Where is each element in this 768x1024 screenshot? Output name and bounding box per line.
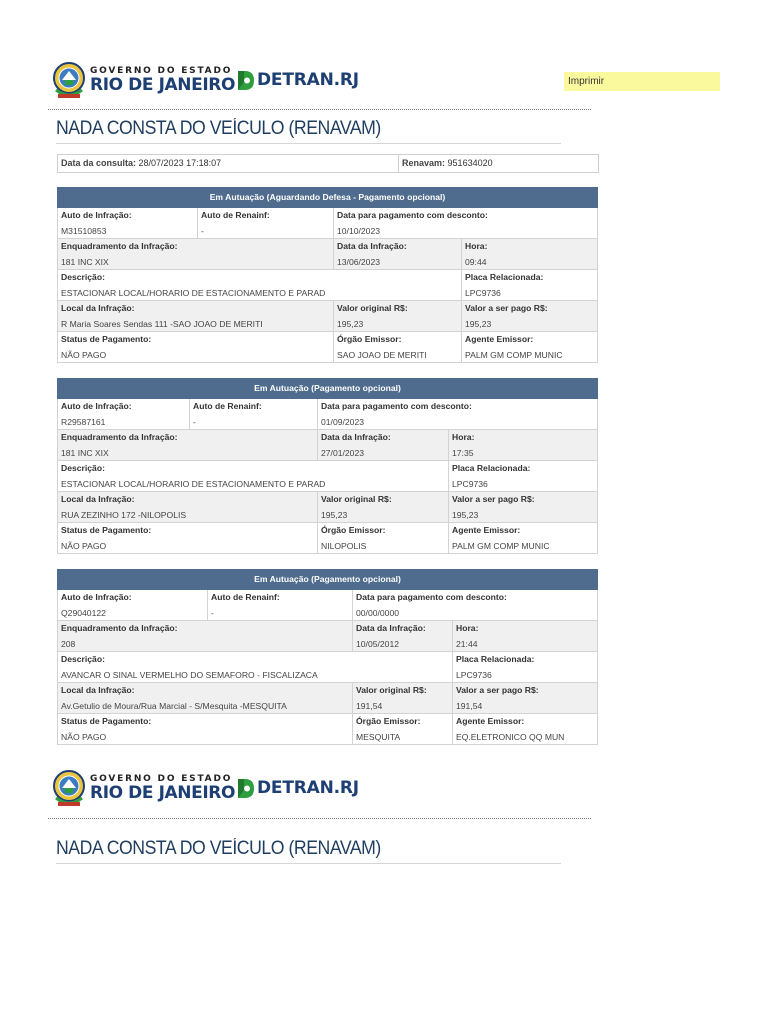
label-hora: Hora: xyxy=(456,623,479,633)
valor-pago: 195,23 xyxy=(452,510,479,520)
auto-infracao: M31510853 xyxy=(61,226,107,236)
infraction-row xyxy=(57,590,598,621)
label-status: Status de Pagamento: xyxy=(61,525,152,535)
label-status: Status de Pagamento: xyxy=(61,716,152,726)
label-local: Local da Infração: xyxy=(61,303,135,313)
label-placa: Placa Relacionada: xyxy=(456,654,535,664)
label-renainf: Auto de Renainf: xyxy=(201,210,270,220)
infraction-row xyxy=(57,208,598,239)
infraction-row xyxy=(57,239,598,270)
infraction-row xyxy=(57,301,598,332)
rj-state-seal-icon xyxy=(52,60,86,100)
label-orgao: Órgão Emissor: xyxy=(321,525,386,535)
label-agente: Agente Emissor: xyxy=(452,525,521,535)
label-valor-original: Valor original R$: xyxy=(356,685,427,695)
page-title: NADA CONSTA DO VEÍCULO (RENAVAM) xyxy=(56,118,561,144)
rj-state-seal-icon xyxy=(52,768,86,808)
label-data-infracao: Data da Infração: xyxy=(321,432,391,442)
renavam-label: Renavam: xyxy=(402,158,446,168)
hora: 21:44 xyxy=(456,639,478,649)
infraction-card xyxy=(57,187,598,363)
divider xyxy=(48,818,591,819)
label-valor-pago: Valor a ser pago R$: xyxy=(452,494,535,504)
infraction-row xyxy=(57,270,598,301)
placa: LPC9736 xyxy=(452,479,488,489)
label-valor-original: Valor original R$: xyxy=(337,303,408,313)
descricao: ESTACIONAR LOCAL/HORARIO DE ESTACIONAMENTO E PARAD xyxy=(61,288,326,298)
detran-logo-text: DETRAN.RJ xyxy=(257,70,359,90)
status-pagamento: NÃO PAGO xyxy=(61,732,107,742)
label-hora: Hora: xyxy=(465,241,488,251)
auto-renainf: - xyxy=(211,608,214,618)
government-logo-text xyxy=(90,66,235,95)
valor-pago: 195,23 xyxy=(465,319,492,329)
descricao: AVANCAR O SINAL VERMELHO DO SEMAFORO - FISCALIZACA xyxy=(61,670,318,680)
infraction-row xyxy=(57,461,598,492)
government-logo-text xyxy=(90,774,235,803)
data-desconto: 00/00/0000 xyxy=(356,608,400,618)
label-orgao: Órgão Emissor: xyxy=(337,334,402,344)
label-agente: Agente Emissor: xyxy=(465,334,534,344)
agente-emissor: PALM GM COMP MUNIC xyxy=(465,350,563,360)
infraction-row xyxy=(57,492,598,523)
auto-infracao: R29587161 xyxy=(61,417,106,427)
print-button[interactable]: Imprimir xyxy=(564,72,720,91)
detran-logo xyxy=(236,777,360,801)
label-hora: Hora: xyxy=(452,432,475,442)
infraction-row xyxy=(57,652,598,683)
local-infracao: RUA ZEZINHO 172 -NILOPOLIS xyxy=(61,510,187,520)
data-infracao: 10/05/2012 xyxy=(356,639,400,649)
auto-renainf: - xyxy=(193,417,196,427)
agente-emissor: EQ.ELETRONICO QQ MUN xyxy=(456,732,565,742)
infraction-row xyxy=(57,332,598,363)
label-local: Local da Infração: xyxy=(61,685,135,695)
label-placa: Placa Relacionada: xyxy=(465,272,544,282)
label-data-infracao: Data da Infração: xyxy=(356,623,426,633)
page-title: NADA CONSTA DO VEÍCULO (RENAVAM) xyxy=(56,838,561,864)
label-enquadramento: Enquadramento da Infração: xyxy=(61,623,178,633)
label-auto: Auto de Infração: xyxy=(61,401,132,411)
renavam-number: 951634020 xyxy=(447,158,493,168)
status-pagamento: NÃO PAGO xyxy=(61,541,107,551)
label-descricao: Descrição: xyxy=(61,272,105,282)
infraction-status-header: Em Autuação (Pagamento opcional) xyxy=(57,569,598,590)
enquadramento: 181 INC XIX xyxy=(61,448,109,458)
hora: 09:44 xyxy=(465,257,487,267)
infraction-row xyxy=(57,430,598,461)
local-infracao: Av.Getulio de Moura/Rua Marcial - S/Mesquita -MESQUITA xyxy=(61,701,287,711)
detran-logo xyxy=(236,69,360,93)
enquadramento: 208 xyxy=(61,639,76,649)
divider xyxy=(48,109,591,110)
hora: 17:35 xyxy=(452,448,474,458)
data-infracao: 27/01/2023 xyxy=(321,448,365,458)
consultation-date-label: Data da consulta: xyxy=(61,158,137,168)
label-valor-pago: Valor a ser pago R$: xyxy=(456,685,539,695)
infraction-status-header: Em Autuação (Aguardando Defesa - Pagamento opcional) xyxy=(57,187,598,208)
gov-line-1: GOVERNO DO ESTADO xyxy=(90,66,233,76)
label-enquadramento: Enquadramento da Infração: xyxy=(61,432,178,442)
valor-original: 195,23 xyxy=(321,510,348,520)
consultation-info xyxy=(57,154,599,173)
label-descricao: Descrição: xyxy=(61,463,105,473)
orgao-emissor: NILOPOLIS xyxy=(321,541,367,551)
label-agente: Agente Emissor: xyxy=(456,716,525,726)
auto-infracao: Q29040122 xyxy=(61,608,106,618)
label-valor-original: Valor original R$: xyxy=(321,494,392,504)
label-auto: Auto de Infração: xyxy=(61,592,132,602)
data-desconto: 01/09/2023 xyxy=(321,417,365,427)
infraction-row xyxy=(57,621,598,652)
orgao-emissor: SAO JOAO DE MERITI xyxy=(337,350,427,360)
label-desconto: Data para pagamento com desconto: xyxy=(337,210,488,220)
page-header xyxy=(52,766,592,810)
label-desconto: Data para pagamento com desconto: xyxy=(321,401,472,411)
infraction-row xyxy=(57,399,598,430)
orgao-emissor: MESQUITA xyxy=(356,732,401,742)
local-infracao: R Maria Soares Sendas 111 -SAO JOAO DE MERITI xyxy=(61,319,263,329)
valor-pago: 191,54 xyxy=(456,701,483,711)
infraction-row xyxy=(57,714,598,745)
agente-emissor: PALM GM COMP MUNIC xyxy=(452,541,550,551)
status-pagamento: NÃO PAGO xyxy=(61,350,107,360)
detran-logo-text: DETRAN.RJ xyxy=(257,778,359,798)
consultation-date: 28/07/2023 17:18:07 xyxy=(138,158,222,168)
label-data-infracao: Data da Infração: xyxy=(337,241,407,251)
label-descricao: Descrição: xyxy=(61,654,105,664)
placa: LPC9736 xyxy=(465,288,501,298)
label-status: Status de Pagamento: xyxy=(61,334,152,344)
label-auto: Auto de Infração: xyxy=(61,210,132,220)
infraction-row xyxy=(57,523,598,554)
gov-line-2: RIO DE JANEIRO xyxy=(90,783,236,803)
enquadramento: 181 INC XIX xyxy=(61,257,109,267)
label-desconto: Data para pagamento com desconto: xyxy=(356,592,507,602)
data-desconto: 10/10/2023 xyxy=(337,226,381,236)
detran-mark-icon xyxy=(236,70,255,91)
label-renainf: Auto de Renainf: xyxy=(193,401,262,411)
gov-line-2: RIO DE JANEIRO xyxy=(90,75,236,95)
page-header xyxy=(52,58,592,102)
data-infracao: 13/06/2023 xyxy=(337,257,381,267)
label-orgao: Órgão Emissor: xyxy=(356,716,421,726)
label-local: Local da Infração: xyxy=(61,494,135,504)
gov-line-1: GOVERNO DO ESTADO xyxy=(90,774,233,784)
label-placa: Placa Relacionada: xyxy=(452,463,531,473)
infraction-row xyxy=(57,683,598,714)
label-enquadramento: Enquadramento da Infração: xyxy=(61,241,178,251)
label-renainf: Auto de Renainf: xyxy=(211,592,280,602)
infraction-card xyxy=(57,569,598,745)
infraction-status-header: Em Autuação (Pagamento opcional) xyxy=(57,378,598,399)
placa: LPC9736 xyxy=(456,670,492,680)
detran-mark-icon xyxy=(236,778,255,799)
valor-original: 195,23 xyxy=(337,319,364,329)
auto-renainf: - xyxy=(201,226,204,236)
descricao: ESTACIONAR LOCAL/HORARIO DE ESTACIONAMENTO E PARAD xyxy=(61,479,326,489)
valor-original: 191,54 xyxy=(356,701,383,711)
infraction-card xyxy=(57,378,598,554)
label-valor-pago: Valor a ser pago R$: xyxy=(465,303,548,313)
